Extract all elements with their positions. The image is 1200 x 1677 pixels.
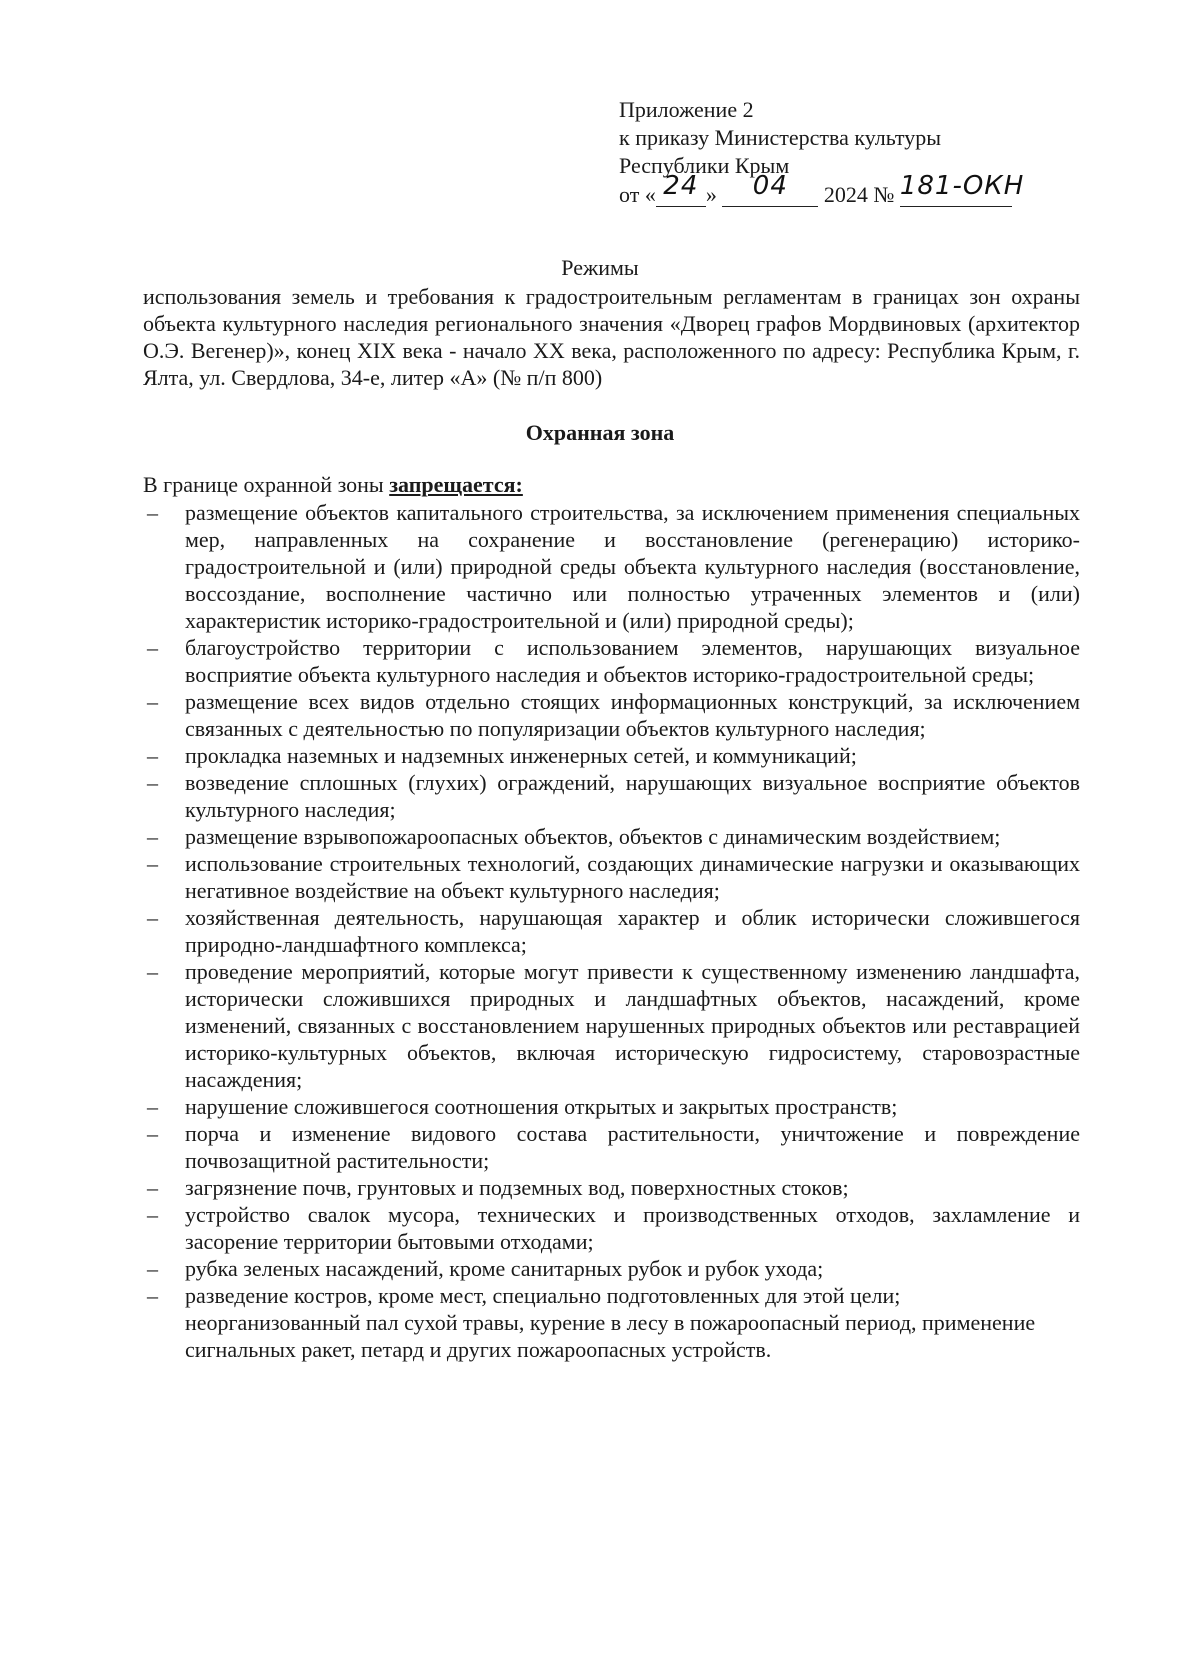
list-item-text: рубка зеленых насаждений, кроме санитарных рубок и рубок ухода; <box>185 1256 824 1281</box>
dash-bullet: – <box>147 635 158 660</box>
list-item-text: благоустройство территории с использованием элементов, нарушающих визуальное восприятие объекта культурного наследия и объектов историко-градостроительной среды; <box>185 635 1080 687</box>
list-item <box>143 1093 1080 1120</box>
list-item-text: возведение сплошных (глухих) ограждений, нарушающих визуальное восприятие объектов культурного наследия; <box>185 770 1080 822</box>
dash-bullet: – <box>147 743 158 768</box>
intro-text: В границе охранной зоны <box>143 472 390 497</box>
dash-bullet: – <box>147 1121 158 1146</box>
list-item <box>143 499 1080 634</box>
dash-bullet: – <box>147 905 158 930</box>
list-item-text: разведение костров, кроме мест, специально подготовленных для этой цели; неорганизованный пал сухой травы, курение в лесу в пожароопасный период, применение сигнальных ракет, петард и других пожароопасных устройств. <box>185 1283 1036 1362</box>
list-item <box>143 850 1080 904</box>
dash-bullet: – <box>147 770 158 795</box>
list-item <box>143 904 1080 958</box>
list-item <box>143 688 1080 742</box>
dash-bullet: – <box>147 689 158 714</box>
list-item <box>143 823 1080 850</box>
order-number-field <box>899 171 1025 207</box>
date-prefix: от « <box>619 182 656 207</box>
document-title: Режимы <box>561 255 639 280</box>
list-item <box>143 1255 1080 1282</box>
appendix-line-1: Приложение 2 <box>619 97 754 122</box>
dash-bullet: – <box>147 1094 158 1119</box>
list-item <box>143 634 1080 688</box>
list-item-text: размещение всех видов отдельно стоящих информационных конструкций, за исключением связанных с деятельностью по популяризации объектов культурного наследия; <box>185 689 1080 741</box>
date-quote-close: » <box>705 182 717 207</box>
dash-bullet: – <box>147 1256 158 1281</box>
list-item-text: загрязнение почв, грунтовых и подземных вод, поверхностных стоков; <box>185 1175 849 1200</box>
list-item-text: размещение взрывопожароопасных объектов, объектов с динамическим воздействием; <box>185 824 1001 849</box>
dash-bullet: – <box>147 1202 158 1227</box>
list-item-text: порча и изменение видового состава растительности, уничтожение и повреждение почвозащитной растительности; <box>185 1121 1080 1173</box>
appendix-header <box>619 96 1025 209</box>
list-item <box>143 769 1080 823</box>
order-number-handwritten: 181-ОКН <box>899 171 1025 201</box>
day-field <box>656 171 706 207</box>
list-item-text: проведение мероприятий, которые могут привести к существенному изменению ландшафта, исторически сложившихся природных и ландшафтных объектов, насаждений, кроме изменений, связанных с восстановлением нарушенных природных объектов или реставрацией историко-культурных объектов, включая историческую гидросистему, старовозрастные насаждения; <box>185 959 1080 1092</box>
dash-bullet: – <box>147 824 158 849</box>
appendix-line-2: к приказу Министерства культуры <box>619 125 942 150</box>
year-number-label: 2024 № <box>823 182 895 207</box>
list-item-text: использование строительных технологий, создающих динамические нагрузки и оказывающих негативное воздействие на объект культурного наследия; <box>185 851 1080 903</box>
intro-bold: запрещается: <box>389 472 523 497</box>
list-item <box>143 1201 1080 1255</box>
month-field <box>722 171 818 207</box>
prohibition-intro <box>143 472 523 498</box>
document-subtitle: использования земель и требования к градостроительным регламентам в границах зон охраны объекта культурного наследия регионального значения «Дворец графов Мордвиновых (архитектор О.Э. Вегенер)», конец XIX века - начало XX века, расположенного по адресу: Республика Крым, г. Ялта, ул. Свердлова, 34-е, литер «А» (№ п/п 800) <box>143 284 1080 390</box>
list-item-text: нарушение сложившегося соотношения открытых и закрытых пространств; <box>185 1094 898 1119</box>
list-item <box>143 1282 1080 1363</box>
list-item <box>143 958 1080 1093</box>
list-item-text: устройство свалок мусора, технических и производственных отходов, захламление и засорение территории бытовыми отходами; <box>185 1202 1080 1254</box>
list-item-text: размещение объектов капитального строительства, за исключением применения специальных мер, направленных на сохранение и восстановление (регенерацию) историко-градостроительной и (или) природной среды объекта культурного наследия (восстановление, воссоздание, восполнение частично или полностью утраченных элементов и (или) характеристик историко-градостроительной и (или) природной среды); <box>185 500 1080 633</box>
dash-bullet: – <box>147 959 158 984</box>
dash-bullet: – <box>147 1283 158 1308</box>
appendix-line-3: Республики Крым <box>619 153 790 178</box>
zone-heading: Охранная зона <box>525 420 675 445</box>
list-item-text: прокладка наземных и надземных инженерных сетей, и коммуникаций; <box>185 743 857 768</box>
dash-bullet: – <box>147 500 158 525</box>
list-item <box>143 1120 1080 1174</box>
list-item <box>143 1174 1080 1201</box>
list-item-text: хозяйственная деятельность, нарушающая характер и облик исторически сложившегося природно-ландшафтного комплекса; <box>185 905 1080 957</box>
dash-bullet: – <box>147 1175 158 1200</box>
day-handwritten: 24 <box>663 171 699 201</box>
prohibition-list <box>143 499 1080 1363</box>
list-item <box>143 742 1080 769</box>
month-handwritten: 04 <box>752 171 788 201</box>
appendix-date-line <box>619 171 1025 209</box>
dash-bullet: – <box>147 851 158 876</box>
